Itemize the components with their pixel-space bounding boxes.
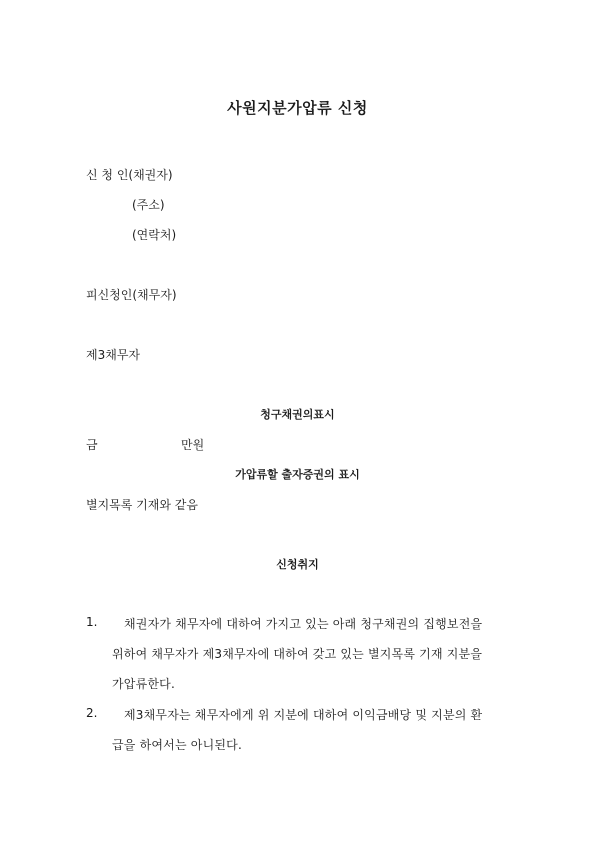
purpose-item-line: 제3채무자는 채무자에게 위 지분에 대하여 이익금배당 및 지분의 환: [124, 708, 483, 722]
share-heading: 가압류할 출자증권의 표시: [235, 468, 360, 481]
third-debtor-label: 제3채무자: [86, 348, 141, 362]
document-title: 사원지분가압류 신청: [227, 99, 368, 117]
purpose-item-number: 1.: [86, 615, 98, 629]
applicant-address-label: (주소): [132, 198, 165, 212]
purpose-heading: 신청취지: [276, 558, 319, 571]
purpose-item-number: 2.: [86, 706, 98, 720]
purpose-item-line: 채권자가 채무자에 대하여 가지고 있는 아래 청구채권의 집행보전을: [124, 617, 483, 631]
respondent-label: 피신청인(채무자): [86, 288, 177, 302]
claim-amount-prefix: 금: [86, 438, 98, 452]
applicant-contact-label: (연락처): [132, 228, 177, 242]
claim-amount-unit: 만원: [181, 438, 205, 452]
purpose-item-line: 가압류한다.: [112, 677, 175, 691]
share-description: 별지목록 기재와 같음: [86, 498, 198, 512]
claim-heading: 청구채권의표시: [260, 408, 335, 421]
purpose-item-line: 급을 하여서는 아니된다.: [112, 738, 242, 752]
purpose-item-line: 위하여 채무자가 제3채무자에 대하여 갖고 있는 별지목록 기재 지분을: [112, 647, 483, 661]
applicant-label: 신 청 인(채권자): [86, 168, 173, 182]
